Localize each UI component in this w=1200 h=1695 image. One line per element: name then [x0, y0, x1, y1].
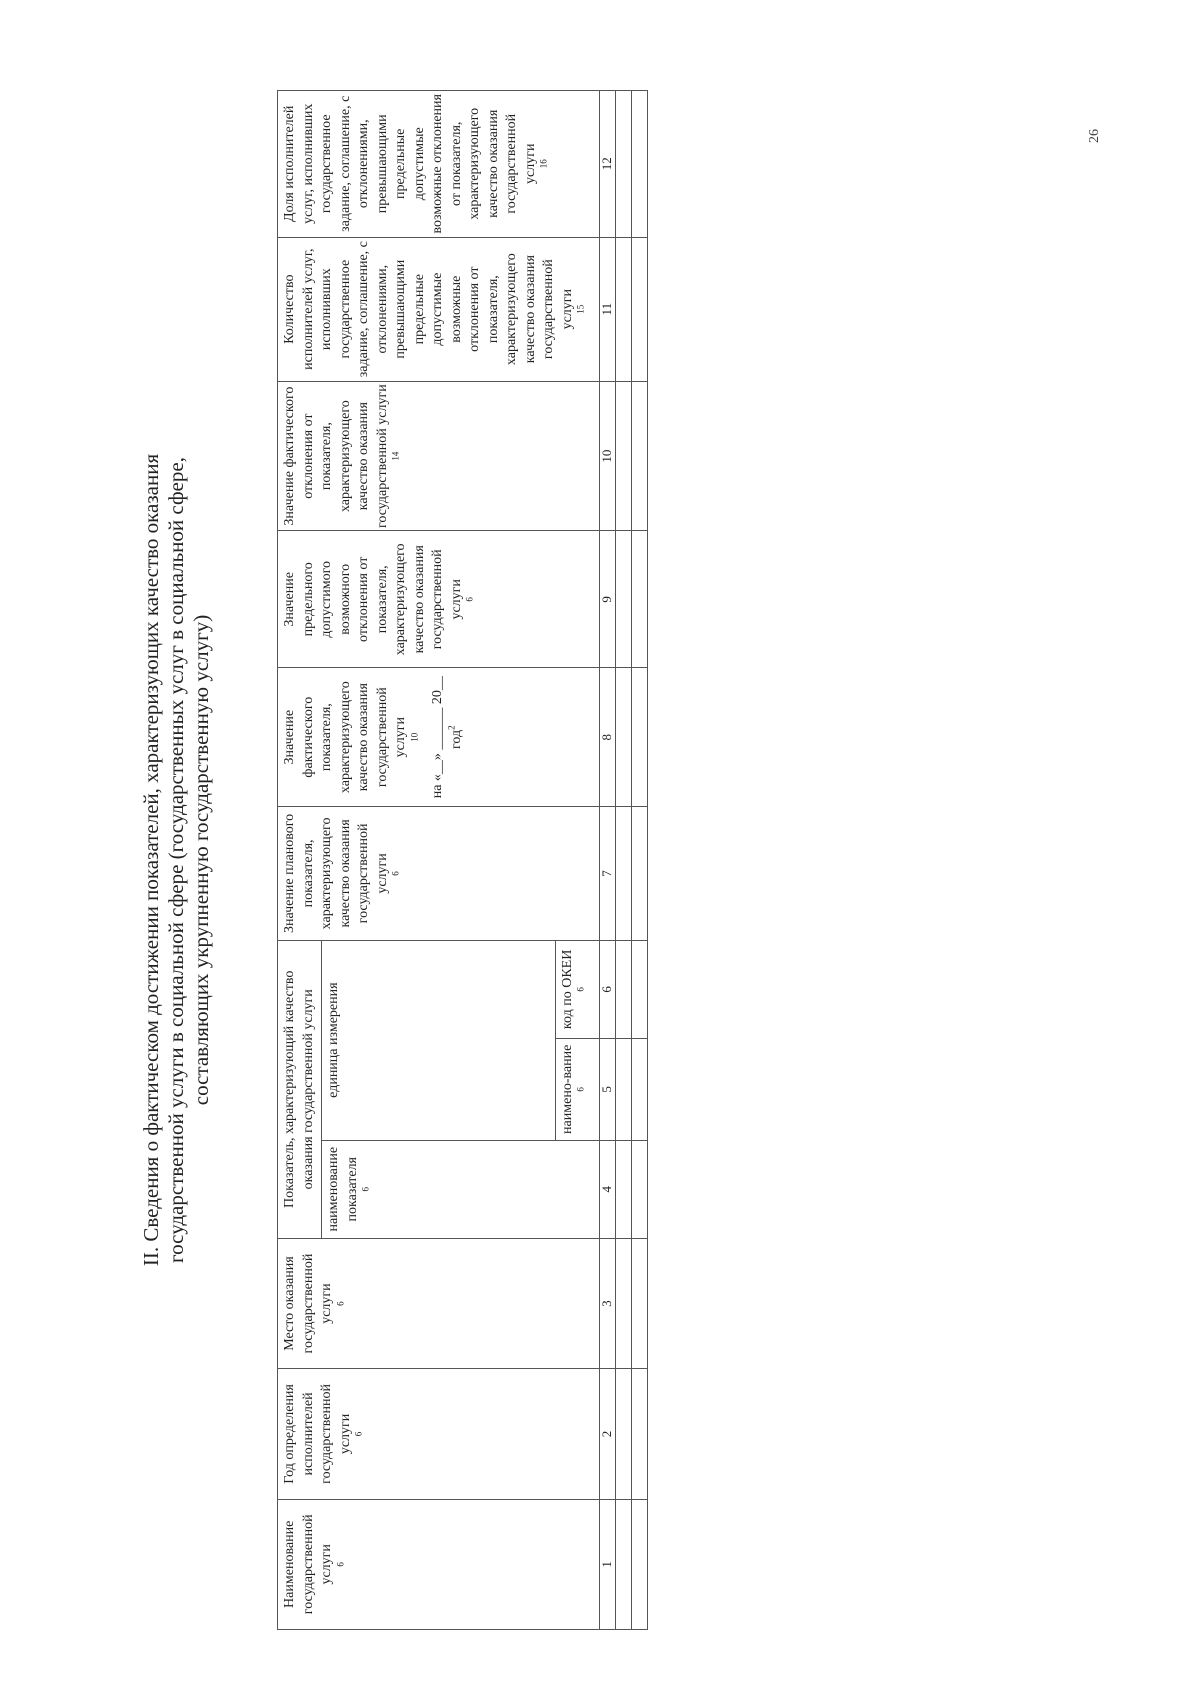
header-executors-share: Доля исполнителей услуг, исполнивших государственное задание, соглашение, с отклонениями, превышающими предельные допустимые возможные отклонения от показателя, характеризующего качество оказания государственной услуги $^{16}$: [278, 91, 600, 238]
empty-cell: [615, 807, 631, 941]
empty-cell: [631, 940, 647, 1038]
col-number: 7: [599, 807, 615, 941]
col-number: 12: [599, 91, 615, 238]
empty-cell: [631, 1039, 647, 1141]
empty-cell: [631, 1140, 647, 1238]
empty-cell: [631, 807, 647, 941]
empty-cell: [631, 237, 647, 381]
header-indicator-name: наименование показателя $^6$: [322, 1140, 600, 1238]
col-number: 6: [599, 940, 615, 1038]
empty-cell: [615, 1238, 631, 1368]
header-planned-value: Значение планового показателя, характеризующего качество оказания государственной услуги $^6$: [278, 807, 600, 941]
empty-cell: [615, 237, 631, 381]
col-number: 11: [599, 237, 615, 381]
heading-line-2: государственной услуги в социальной сфере (государственных услуг в социальной сфере,: [164, 457, 188, 1263]
header-actual-deviation: Значение фактического отклонения от показателя, характеризующего качество оказания государственной услуги $^{14}$: [278, 381, 600, 531]
empty-row: [615, 91, 631, 1630]
heading-line-1: II. Сведения о фактическом достижении показателей, характеризующих качество оказания: [139, 453, 163, 1267]
col-number: 8: [599, 668, 615, 807]
section-heading: [135, 40, 219, 1680]
empty-cell: [615, 1499, 631, 1629]
empty-cell: [631, 381, 647, 531]
col-number: 2: [599, 1369, 615, 1499]
empty-cell: [631, 1238, 647, 1368]
header-actual-value: Значение фактического показателя, характеризующего качество оказания государственной услуги $^{10}$ на «__» ______ 20__ год$^2$: [278, 668, 600, 807]
empty-cell: [631, 531, 647, 668]
empty-row: [631, 91, 647, 1630]
header-indicator-group: Показатель, характеризующий качество оказания государственной услуги: [278, 940, 322, 1238]
empty-cell: [615, 940, 631, 1038]
header-executors-count: Количество исполнителей услуг, исполнивших государственное задание, соглашение, с отклонениями, превышающими предельные допустимые возможные отклонения от показателя, характеризующего качество оказания государственной услуги $^{15}$: [278, 237, 600, 381]
header-unit-name: наимено-вание $^6$: [555, 1039, 599, 1141]
header-service-name: Наименование государственной услуги $^6$: [278, 1499, 600, 1629]
empty-cell: [615, 1369, 631, 1499]
col-number: 10: [599, 381, 615, 531]
header-place: Место оказания государственной услуги $^6$: [278, 1238, 600, 1368]
header-allowed-deviation: Значение предельного допустимого возможного отклонения от показателя, характеризующего качество оказания государственной услуги $^6$: [278, 531, 600, 668]
empty-cell: [631, 1369, 647, 1499]
empty-cell: [615, 1039, 631, 1141]
column-numbers-row: [599, 91, 615, 1630]
header-year: Год определения исполнителей государственной услуги $^6$: [278, 1369, 600, 1499]
rotated-content: [135, 40, 1135, 1680]
empty-cell: [631, 1499, 647, 1629]
empty-cell: [631, 668, 647, 807]
col-number: 9: [599, 531, 615, 668]
quality-indicators-table: [277, 90, 648, 1630]
header-unit-group: единица измерения: [322, 940, 556, 1140]
heading-line-3: составляющих укрупненную государственную услугу): [189, 614, 213, 1106]
empty-cell: [615, 381, 631, 531]
col-number: 5: [599, 1039, 615, 1141]
header-row-1: [278, 91, 322, 1630]
empty-cell: [615, 531, 631, 668]
header-okei-code: код по ОКЕИ $^6$: [555, 940, 599, 1038]
empty-cell: [615, 91, 631, 238]
col-number: 3: [599, 1238, 615, 1368]
empty-cell: [615, 668, 631, 807]
col-number: 4: [599, 1140, 615, 1238]
page-number: 26: [1087, 129, 1102, 143]
empty-cell: [631, 91, 647, 238]
col-number: 1: [599, 1499, 615, 1629]
empty-cell: [615, 1140, 631, 1238]
